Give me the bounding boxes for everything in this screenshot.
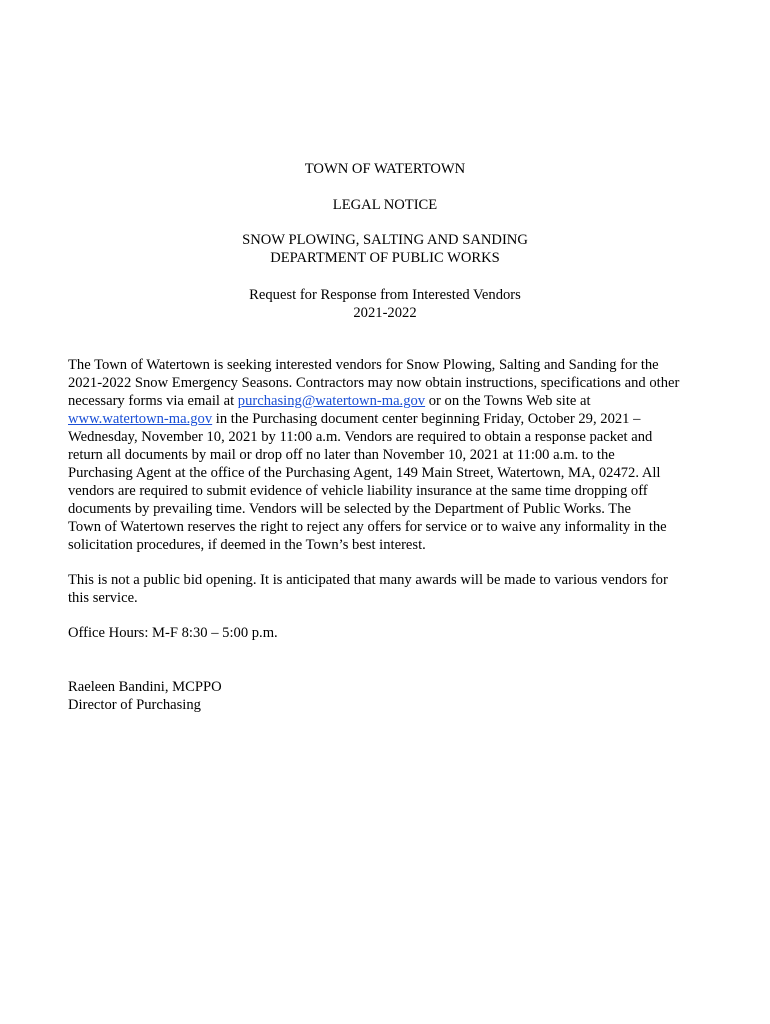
town-heading: TOWN OF WATERTOWN [304, 161, 466, 177]
signatory-title: Director of Purchasing [68, 697, 201, 713]
signatory-name: Raeleen Bandini, MCPPO [68, 679, 222, 695]
paragraph-line: documents by prevailing time. Vendors will be selected by the Department of Public Works. The [68, 501, 631, 517]
paragraph-line: This is not a public bid opening. It is anticipated that many awards will be made to various vendors for [68, 572, 668, 588]
paragraph-line [68, 410, 640, 428]
paragraph-line: Purchasing Agent at the office of the Purchasing Agent, 149 Main Street, Watertown, MA, 02472. All [68, 465, 661, 481]
paragraph-text: necessary forms via email at [68, 393, 238, 409]
notice-heading: LEGAL NOTICE [332, 197, 438, 213]
subject-heading-line2: DEPARTMENT OF PUBLIC WORKS [270, 250, 500, 266]
paragraph-line: vendors are required to submit evidence of vehicle liability insurance at the same time dropping off [68, 483, 648, 499]
website-link[interactable]: www.watertown-ma.gov [68, 411, 213, 427]
paragraph-line: this service. [68, 590, 138, 606]
office-hours: Office Hours: M-F 8:30 – 5:00 p.m. [68, 625, 278, 641]
paragraph-text: or on the Towns Web site at [425, 393, 591, 409]
paragraph-line: 2021-2022 Snow Emergency Seasons. Contractors may now obtain instructions, specifications and other [68, 375, 680, 391]
email-link[interactable]: purchasing@watertown-ma.gov [237, 393, 426, 409]
paragraph-line: The Town of Watertown is seeking interested vendors for Snow Plowing, Salting and Sanding for the [68, 357, 659, 373]
request-heading-line2: 2021-2022 [353, 305, 417, 321]
request-heading-line1: Request for Response from Interested Vendors [249, 287, 521, 303]
paragraph-line [68, 392, 591, 410]
paragraph-line: solicitation procedures, if deemed in the Town’s best interest. [68, 537, 426, 553]
paragraph-line: Town of Watertown reserves the right to reject any offers for service or to waive any informality in the [68, 519, 667, 535]
paragraph-line: Wednesday, November 10, 2021 by 11:00 a.m. Vendors are required to obtain a response packet and [68, 429, 653, 445]
subject-heading-line1: SNOW PLOWING, SALTING AND SANDING [242, 232, 528, 248]
paragraph-line: return all documents by mail or drop off no later than November 10, 2021 at 11:00 a.m. to the [68, 447, 615, 463]
paragraph-text: in the Purchasing document center beginning Friday, October 29, 2021 – [212, 411, 641, 427]
